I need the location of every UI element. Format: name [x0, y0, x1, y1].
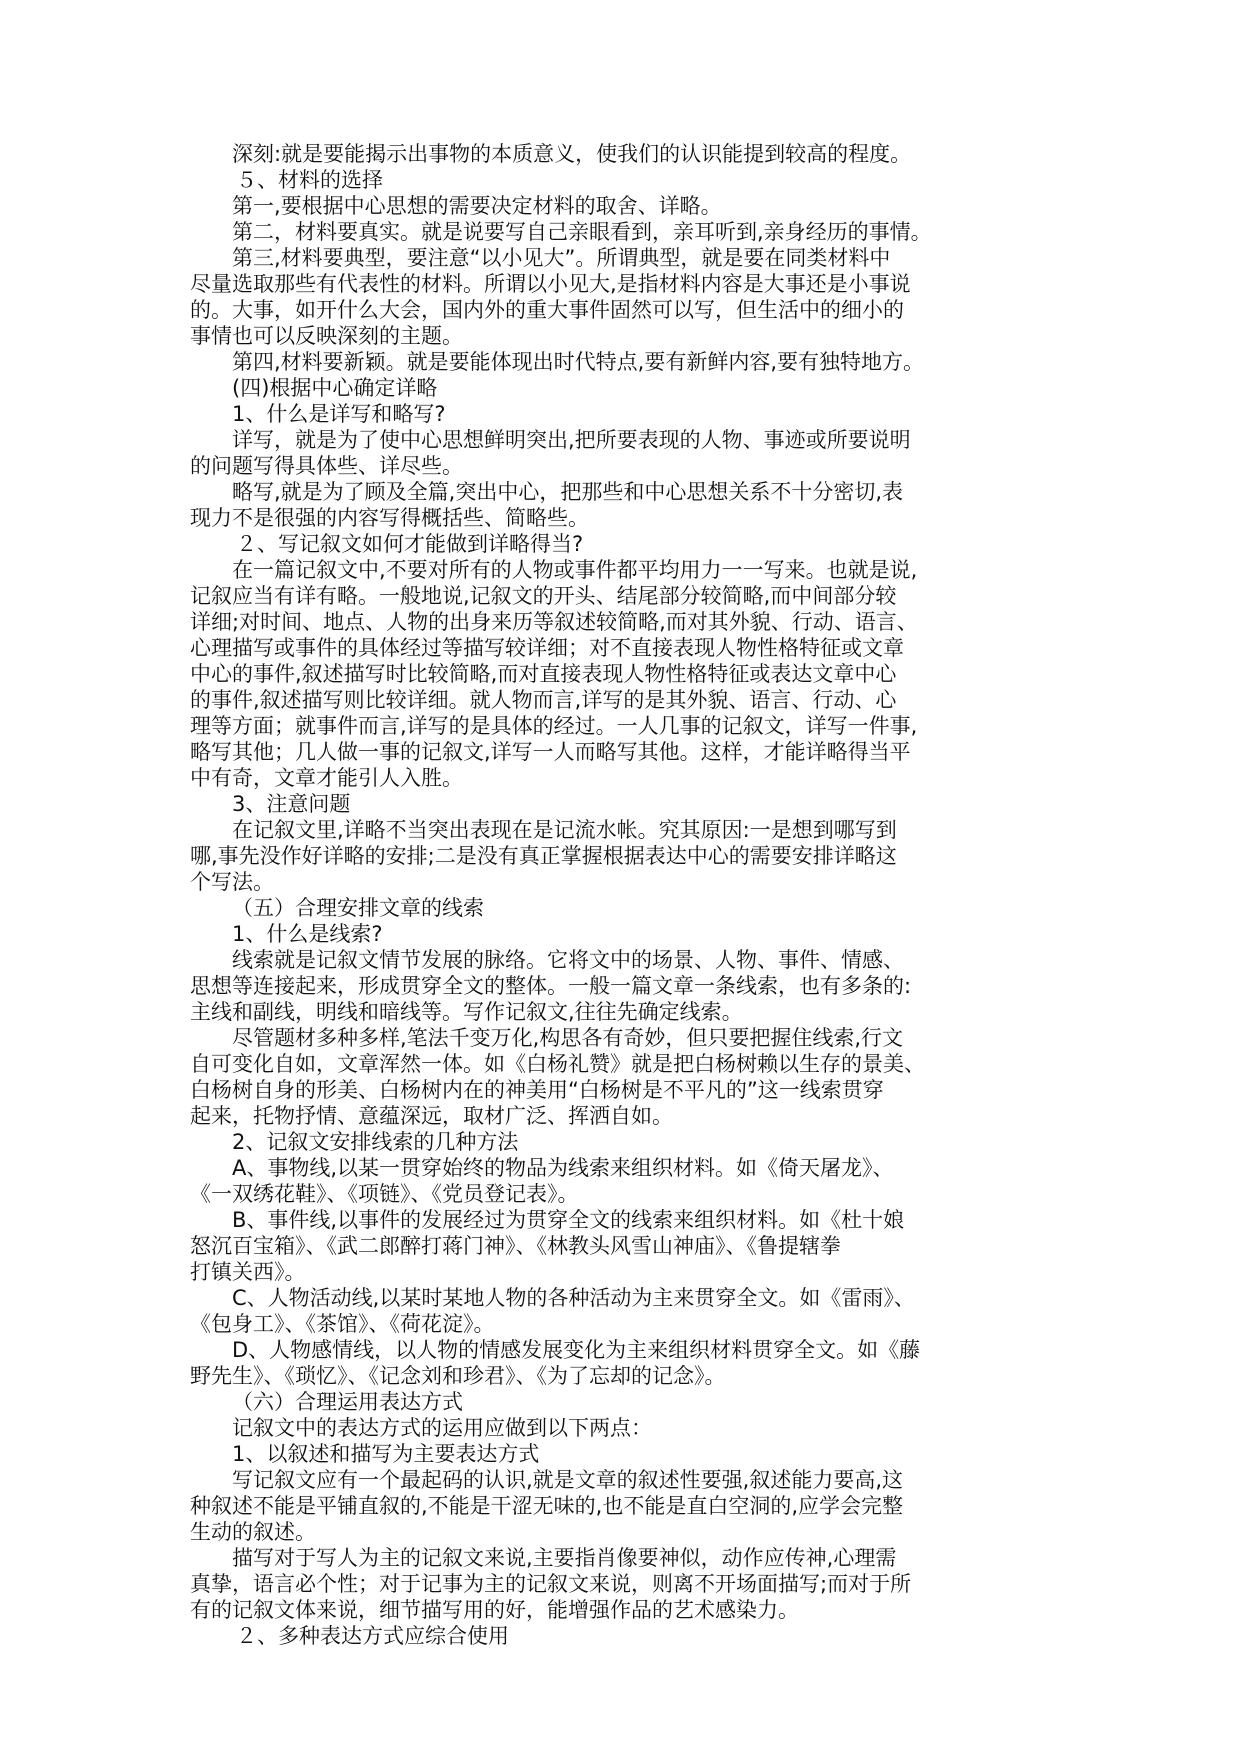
- section-heading: （五）合理安排文章的线索: [232, 896, 484, 920]
- text-line: 《一双绣花鞋》、《项链》、《党员登记表》。: [190, 1182, 579, 1206]
- text-line: 主线和副线，明线和暗线等。写作记叙文,往往先确定线索。: [190, 1000, 743, 1024]
- text-line: 第三,材料要典型，要注意“以小见大”。所谓典型，就是要在同类材料中: [232, 246, 891, 270]
- text-line: 自可变化自如，文章浑然一体。如《白杨礼赞》就是把白杨树赖以生存的景美、: [190, 1052, 925, 1076]
- text-line: 在一篇记叙文中,不要对所有的人物或事件都平均用力一一写来。也就是说,: [232, 558, 918, 582]
- text-line: 在记叙文里,详略不当突出表现在是记流水帐。究其原因:一是想到哪写到: [232, 818, 897, 842]
- text-line: 野先生》、《琐忆》、《记念刘和珍君》、《为了忘却的记念》。: [190, 1364, 726, 1388]
- text-line: 现力不是很强的内容写得概括些、简略些。: [190, 506, 589, 530]
- text-line: 心理描写或事件的具体经过等描写较详细；对不直接表现人物性格特征或文章: [190, 636, 904, 660]
- text-line: 中有奇，文章才能引人入胜。: [190, 766, 463, 790]
- text-line: 思想等连接起来，形成贯穿全文的整体。一般一篇文章一条线索，也有多条的:: [190, 974, 912, 998]
- text-line: 怒沉百宝箱》、《武二郎醉打蒋门神》、《林教头风雪山神庙》、《鲁提辖拳: [190, 1234, 841, 1258]
- text-line: 第四,材料要新颖。就是要能体现出时代特点,要有新鲜内容,要有独特地方。: [232, 350, 925, 374]
- section-heading: 3、注意问题: [232, 792, 351, 816]
- section-heading: ５、材料的选择: [236, 168, 383, 192]
- text-line: 尽管题材多种多样,笔法千变万化,构思各有奇妙，但只要把握住线索,行文: [232, 1026, 904, 1050]
- text-line: 深刻:就是要能揭示出事物的本质意义，使我们的认识能提到较高的程度。: [232, 142, 912, 166]
- text-line: C、人物活动线,以某时某地人物的各种活动为主来贯穿全文。如《雷雨》、: [232, 1286, 915, 1310]
- text-line: 略写,就是为了顾及全篇,突出中心，把那些和中心思想关系不十分密切,表: [232, 480, 904, 504]
- text-line: 的事件,叙述描写则比较详细。就人物而言,详写的是其外貌、语言、行动、心: [190, 688, 897, 712]
- text-line: 详细;对时间、地点、人物的出身来历等叙述较简略,而对其外貌、行动、语言、: [190, 610, 918, 634]
- section-heading: 2、记叙文安排线索的几种方法: [232, 1130, 519, 1154]
- text-line: 记叙应当有详有略。一般地说,记叙文的开头、结尾部分较简略,而中间部分较: [190, 584, 897, 608]
- text-line: 记叙文中的表达方式的运用应做到以下两点：: [232, 1416, 652, 1440]
- section-heading: 1、以叙述和描写为主要表达方式: [232, 1442, 540, 1466]
- text-line: 线索就是记叙文情节发展的脉络。它将文中的场景、人物、事件、情感、: [232, 948, 904, 972]
- text-line: B、事件线,以事件的发展经过为贯穿全文的线索来组织材料。如《杜十娘: [232, 1208, 905, 1232]
- text-line: 尽量选取那些有代表性的材料。所谓以小见大,是指材料内容是大事还是小事说: [190, 272, 911, 296]
- section-heading: 1、什么是线索?: [232, 922, 383, 946]
- text-line: 理等方面；就事件而言,详写的是具体的经过。一人几事的记叙文，详写一件事,: [190, 714, 918, 738]
- text-line: 个写法。: [190, 870, 274, 894]
- section-heading: （六）合理运用表达方式: [232, 1390, 463, 1414]
- text-line: 的问题写得具体些、详尽些。: [190, 454, 463, 478]
- text-line: D、人物感情线，以人物的情感发展变化为主来组织材料贯穿全文。如《藤: [232, 1338, 921, 1362]
- text-line: 略写其他；几人做一事的记叙文,详写一人而略写其他。这样，才能详略得当平: [190, 740, 911, 764]
- text-line: 写记叙文应有一个最起码的认识,就是文章的叙述性要强,叙述能力要高,这: [232, 1468, 904, 1492]
- text-line: 《包身工》、《茶馆》、《荷花淀》。: [190, 1312, 495, 1336]
- text-line: 白杨树自身的形美、白杨树内在的神美用“白杨树是不平凡的”这一线索贯穿: [190, 1078, 884, 1102]
- text-line: 详写，就是为了使中心思想鲜明突出,把所要表现的人物、事迹或所要说明: [232, 428, 911, 452]
- section-heading: ２、多种表达方式应综合使用: [236, 1624, 509, 1648]
- text-line: 的。大事，如开什么大会，国内外的重大事件固然可以写，但生活中的细小的: [190, 298, 904, 322]
- text-line: 第二，材料要真实。就是说要写自己亲眼看到，亲耳听到,亲身经历的事情。: [232, 220, 932, 244]
- text-line: 起来，托物抒情、意蕴深远，取材广泛、挥洒自如。: [190, 1104, 673, 1128]
- text-line: 描写对于写人为主的记叙文来说,主要指肖像要神似，动作应传神,心理需: [232, 1546, 897, 1570]
- text-line: 种叙述不能是平铺直叙的,不能是干涩无味的,也不能是直白空洞的,应学会完整: [190, 1494, 904, 1518]
- text-line: 真挚，语言必个性；对于记事为主的记叙文来说，则离不开场面描写;而对于所: [190, 1572, 912, 1596]
- text-line: 有的记叙文体来说，细节描写用的好，能增强作品的艺术感染力。: [190, 1598, 799, 1622]
- text-line: A、事物线,以某一贯穿始终的物品为线索来组织材料。如《倚天屠龙》、: [232, 1156, 894, 1180]
- document-page: [190, 141, 1070, 1649]
- text-line: 事情也可以反映深刻的主题。: [190, 324, 463, 348]
- section-heading: ２、写记叙文如何才能做到详略得当?: [236, 532, 584, 556]
- text-line: 生动的叙述。: [190, 1520, 316, 1544]
- text-line: 第一,要根据中心思想的需要决定材料的取舍、详略。: [232, 194, 722, 218]
- text-line: 哪,事先没作好详略的安排;二是没有真正掌握根据表达中心的需要安排详略这: [190, 844, 897, 868]
- section-heading: (四)根据中心确定详略: [232, 376, 438, 400]
- text-line: 打镇关西》。: [190, 1260, 306, 1284]
- section-heading: 1、什么是详写和略写?: [232, 402, 446, 426]
- text-line: 中心的事件,叙述描写时比较简略,而对直接表现人物性格特征或表达文章中心: [190, 662, 897, 686]
